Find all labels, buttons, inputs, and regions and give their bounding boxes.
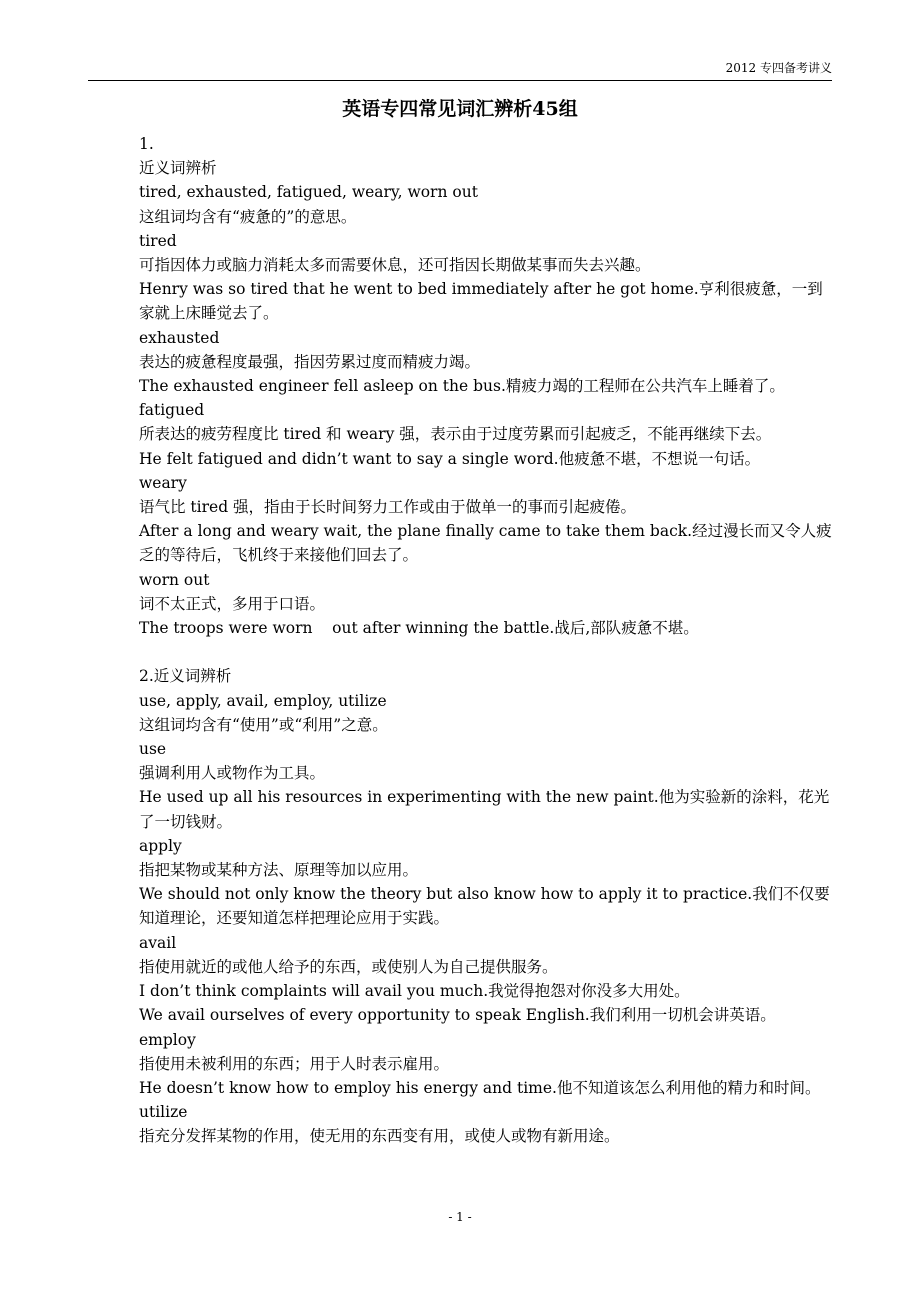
entry-word: avail [139,933,177,952]
entry-explanation: 指充分发挥某物的作用，使无用的东西变有用，或使人或物有新用途。 [139,1127,620,1146]
entry-word: employ [139,1030,196,1049]
blank-line [139,640,832,664]
entry-explanation: 词不太正式，多用于口语。 [139,594,326,613]
section-label: 近义词辨析 [139,159,217,178]
document-body [139,132,832,1149]
section-heading: 2.近义词辨析 [139,667,232,686]
entry-example: He used up all his resources in experimenting with the new paint.他为实验新的涂料，花光了一切钱财。 [139,788,830,831]
section-number: 1. [139,135,154,153]
entry-example: After a long and weary wait, the plane finally came to take them back.经过漫长而又令人疲乏的等待后，飞机终于来接他们回去了。 [139,522,832,565]
entry-example: We avail ourselves of every opportunity to speak English.我们利用一切机会讲英语。 [139,1006,776,1025]
word-group: tired, exhausted, fatigued, weary, worn out [139,183,478,202]
entry-word: tired [139,231,177,250]
entry-explanation: 指使用就近的或他人给予的东西，或使别人为自己提供服务。 [139,957,558,976]
entry-explanation: 所表达的疲劳程度比 tired 和 weary 强，表示由于过度劳累而引起疲乏，不能再继续下去。 [139,425,772,444]
entry-example: He doesn’t know how to employ his energy and time.他不知道该怎么利用他的精力和时间。 [139,1078,821,1097]
entry-example: He felt fatigued and didn’t want to say a single word.他疲惫不堪，不想说一句话。 [139,449,761,468]
entry-word: use [139,740,167,759]
entry-word: fatigued [139,401,205,420]
entry-example: The exhausted engineer fell asleep on the bus.精疲力竭的工程师在公共汽车上睡着了。 [139,377,785,396]
group-summary: 这组词均含有“疲惫的”的意思。 [139,207,357,226]
entry-word: worn out [139,570,210,589]
entry-example: Henry was so tired that he went to bed immediately after he got home.亨利很疲惫，一到家就上床睡觉去了。 [139,280,823,323]
entry-word: exhausted [139,328,220,347]
entry-word: apply [139,836,182,855]
entry-explanation: 语气比 tired 强，指由于长时间努力工作或由于做单一的事而引起疲倦。 [139,498,637,517]
entry-explanation: 表达的疲惫程度最强，指因劳累过度而精疲力竭。 [139,352,481,371]
entry-explanation: 指使用未被利用的东西；用于人时表示雇用。 [139,1054,450,1073]
page-number: - 1 - [448,1210,472,1224]
entry-example: I don’t think complaints will avail you much.我觉得抱怨对你没多大用处。 [139,982,690,1001]
word-group: use, apply, avail, employ, utilize [139,691,387,710]
entry-explanation: 可指因体力或脑力消耗太多而需要休息，还可指因长期做某事而失去兴趣。 [139,256,651,275]
group-summary: 这组词均含有“使用”或“利用”之意。 [139,715,388,734]
running-header: 2012 专四备考讲义 [725,61,832,75]
entry-explanation: 指把某物或某种方法、原理等加以应用。 [139,861,419,880]
entry-example: The troops were worn out after winning the battle.战后,部队疲惫不堪。 [139,619,699,638]
entry-word: utilize [139,1103,188,1122]
entry-word: weary [139,473,187,492]
document-title: 英语专四常见词汇辨析45组 [342,98,578,120]
entry-explanation: 强调利用人或物作为工具。 [139,764,326,783]
entry-example: We should not only know the theory but also know how to apply it to practice.我们不仅要知道理论，还要知道怎样把理论应用于实践。 [139,885,830,928]
header-divider [88,80,832,81]
